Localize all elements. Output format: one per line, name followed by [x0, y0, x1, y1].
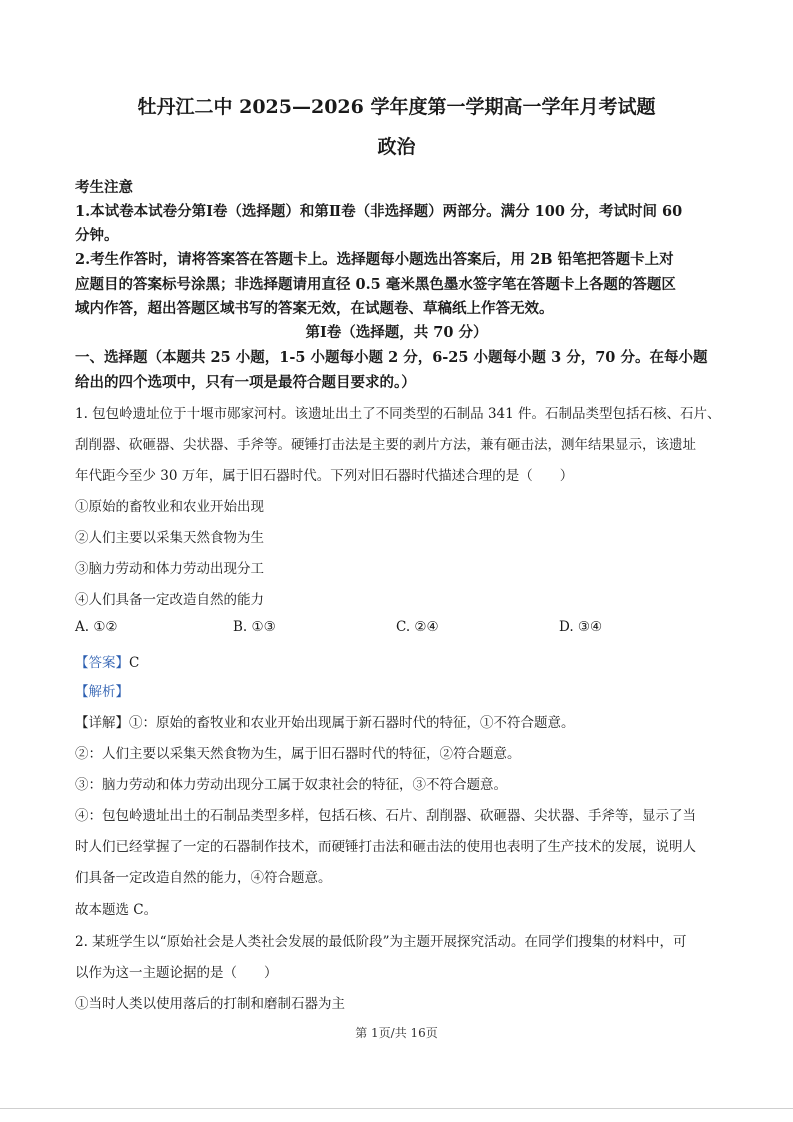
statement: ④人们具备一定改造自然的能力	[75, 592, 264, 608]
question-stem: 以作为这一主题论据的是（ ）	[75, 965, 278, 981]
detail-label: 【详解】	[75, 715, 129, 731]
option-d: D. ③④	[559, 619, 603, 635]
notice-line: 应题目的答案标号涂黑；非选择题请用直径 0.5 毫米黑色墨水签字笔在答题卡上各题的答题区	[75, 276, 676, 293]
section-instructions: 一、选择题（本题共 25 小题，1-5 小题每小题 2 分，6-25 小题每小题 3 分，70 分。在每小题	[75, 349, 708, 366]
page-footer: 第 1页/共 16页	[355, 1026, 438, 1040]
statement: ①当时人类以使用落后的打制和磨制石器为主	[75, 996, 345, 1012]
detail-line	[75, 711, 575, 731]
detail-line: ②：人们主要以采集天然食物为生，属于旧石器时代的特征，②符合题意。	[75, 746, 521, 762]
option-c: C. ②④	[396, 619, 439, 635]
question-stem: 2. 某班学生以“原始社会是人类社会发展的最低阶段”为主题开展探究活动。在同学们搜集的材料中，可	[75, 934, 687, 950]
answer-label: 【答案】	[75, 655, 129, 671]
exam-title: 牡丹江二中 2025—2026 学年度第一学期高一学年月考试题	[137, 96, 656, 118]
question-stem: 1. 包包岭遗址位于十堰市郧家河村。该遗址出土了不同类型的石制品 341 件。石制品类型包括石核、石片、	[75, 406, 721, 422]
option-b: B. ①③	[233, 619, 276, 635]
detail-line: 时人们已经掌握了一定的石器制作技术，而硬锤打击法和砸击法的使用也表明了生产技术的发展，说明人	[75, 839, 696, 855]
detail-line: 们具备一定改造自然的能力，④符合题意。	[75, 870, 332, 886]
detail-text: ①：原始的畜牧业和农业开始出现属于新石器时代的特征，①不符合题意。	[129, 715, 575, 731]
statement: ③脑力劳动和体力劳动出现分工	[75, 561, 264, 577]
question-stem: 刮削器、砍砸器、尖状器、手斧等。硬锤打击法是主要的剥片方法，兼有砸击法，测年结果显示，该遗址	[75, 437, 696, 453]
detail-line: ④：包包岭遗址出土的石制品类型多样，包括石核、石片、刮削器、砍砸器、尖状器、手斧等，显示了当	[75, 808, 696, 824]
notice-heading: 考生注意	[75, 179, 133, 196]
notice-line: 2.考生作答时，请将答案答在答题卡上。选择题每小题选出答案后，用 2B 铅笔把答题卡上对	[75, 251, 674, 268]
detail-line: ③：脑力劳动和体力劳动出现分工属于奴隶社会的特征，③不符合题意。	[75, 777, 507, 793]
statement: ②人们主要以采集天然食物为生	[75, 530, 264, 546]
question-stem: 年代距今至少 30 万年，属于旧石器时代。下列对旧石器时代描述合理的是（ ）	[75, 468, 574, 484]
section-title: 第Ⅰ卷（选择题，共 70 分）	[305, 324, 488, 341]
answer-value: C	[129, 655, 140, 671]
analysis-label: 【解析】	[75, 684, 129, 700]
notice-line: 域内作答，超出答题区域书写的答案无效，在试题卷、草稿纸上作答无效。	[75, 300, 554, 317]
subject-title: 政治	[377, 136, 416, 158]
statement: ①原始的畜牧业和农业开始出现	[75, 499, 264, 515]
section-instructions: 给出的四个选项中，只有一项是最符合题目要求的。）	[75, 374, 416, 391]
bottom-divider	[0, 1108, 793, 1109]
option-a: A. ①②	[75, 619, 118, 635]
notice-line: 分钟。	[75, 227, 119, 244]
conclusion: 故本题选 C。	[75, 902, 158, 918]
answer-line	[75, 651, 139, 671]
notice-line: 1.本试卷本试卷分第Ⅰ卷（选择题）和第Ⅱ卷（非选择题）两部分。满分 100 分，考试时间 60	[75, 203, 683, 220]
